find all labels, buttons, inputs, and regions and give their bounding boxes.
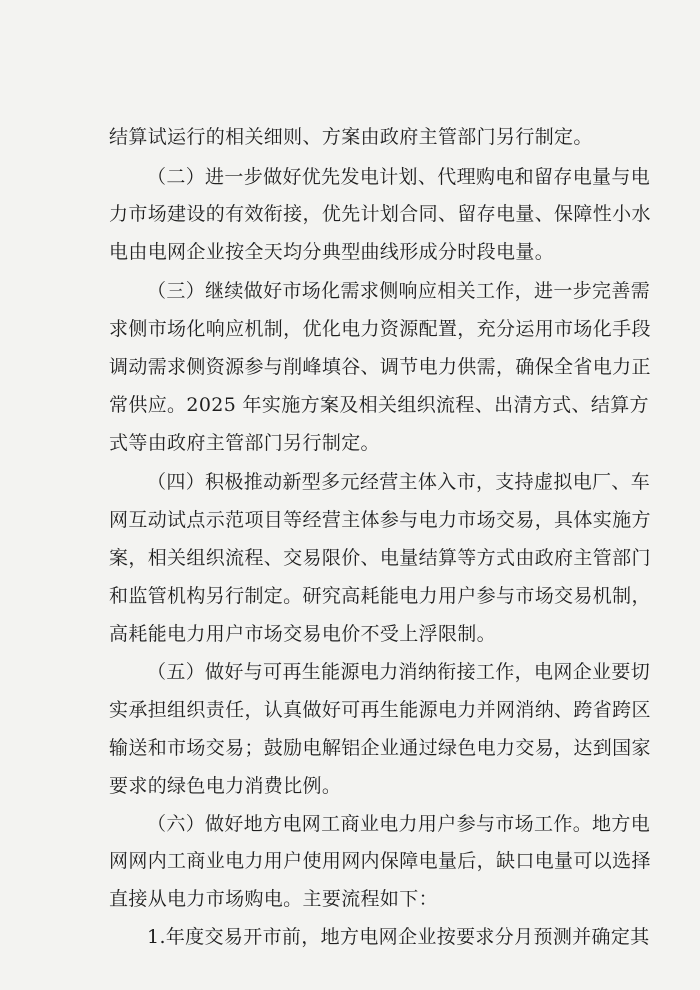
text-line: 式等由政府主管部门另行制定。 [109, 432, 380, 454]
text-line: 网互动试点示范项目等经营主体参与电力市场交易，具体实施方 [109, 509, 651, 531]
text-line: 和监管机构另行制定。研究高耗能电力用户参与市场交易机制， [109, 585, 651, 607]
text-line: 高耗能电力用户市场交易电价不受上浮限制。 [109, 623, 497, 645]
text-line: （六）做好地方电网工商业电力用户参与市场工作。地方电 [147, 813, 651, 835]
text-line: （二）进一步做好优先发电计划、代理购电和留存电量与电 [147, 166, 651, 188]
text-line: 力市场建设的有效衔接，优先计划合同、留存电量、保障性小水 [109, 203, 651, 225]
text-line: 结算试运行的相关细则、方案由政府主管部门另行制定。 [109, 126, 593, 148]
text-line: （五）做好与可再生能源电力消纳衔接工作，电网企业要切 [147, 661, 651, 683]
text-line: 案，相关组织流程、交易限价、电量结算等方式由政府主管部门 [109, 547, 651, 569]
text-line: 输送和市场交易；鼓励电解铝企业通过绿色电力交易，达到国家 [109, 737, 651, 759]
text-line: （四）积极推动新型多元经营主体入市，支持虚拟电厂、车 [147, 471, 651, 493]
text-line: 求侧市场化响应机制，优化电力资源配置，充分运用市场化手段 [109, 318, 651, 340]
text-line: 电由电网企业按全天均分典型曲线形成分时段电量。 [109, 241, 555, 263]
text-line: 常供应。2025 年实施方案及相关组织流程、出清方式、结算方 [109, 394, 649, 416]
text-line: 1.年度交易开市前，地方电网企业按要求分月预测并确定其 [147, 926, 650, 948]
text-line: 调动需求侧资源参与削峰填谷、调节电力供需，确保全省电力正 [109, 356, 651, 378]
text-line: （三）继续做好市场化需求侧响应相关工作，进一步完善需 [147, 280, 651, 302]
text-line: 网网内工商业电力用户使用网内保障电量后，缺口电量可以选择 [109, 850, 651, 872]
text-line: 实承担组织责任，认真做好可再生能源电力并网消纳、跨省跨区 [109, 699, 651, 721]
text-line: 直接从电力市场购电。主要流程如下： [109, 888, 438, 910]
text-line: 要求的绿色电力消费比例。 [109, 775, 342, 797]
